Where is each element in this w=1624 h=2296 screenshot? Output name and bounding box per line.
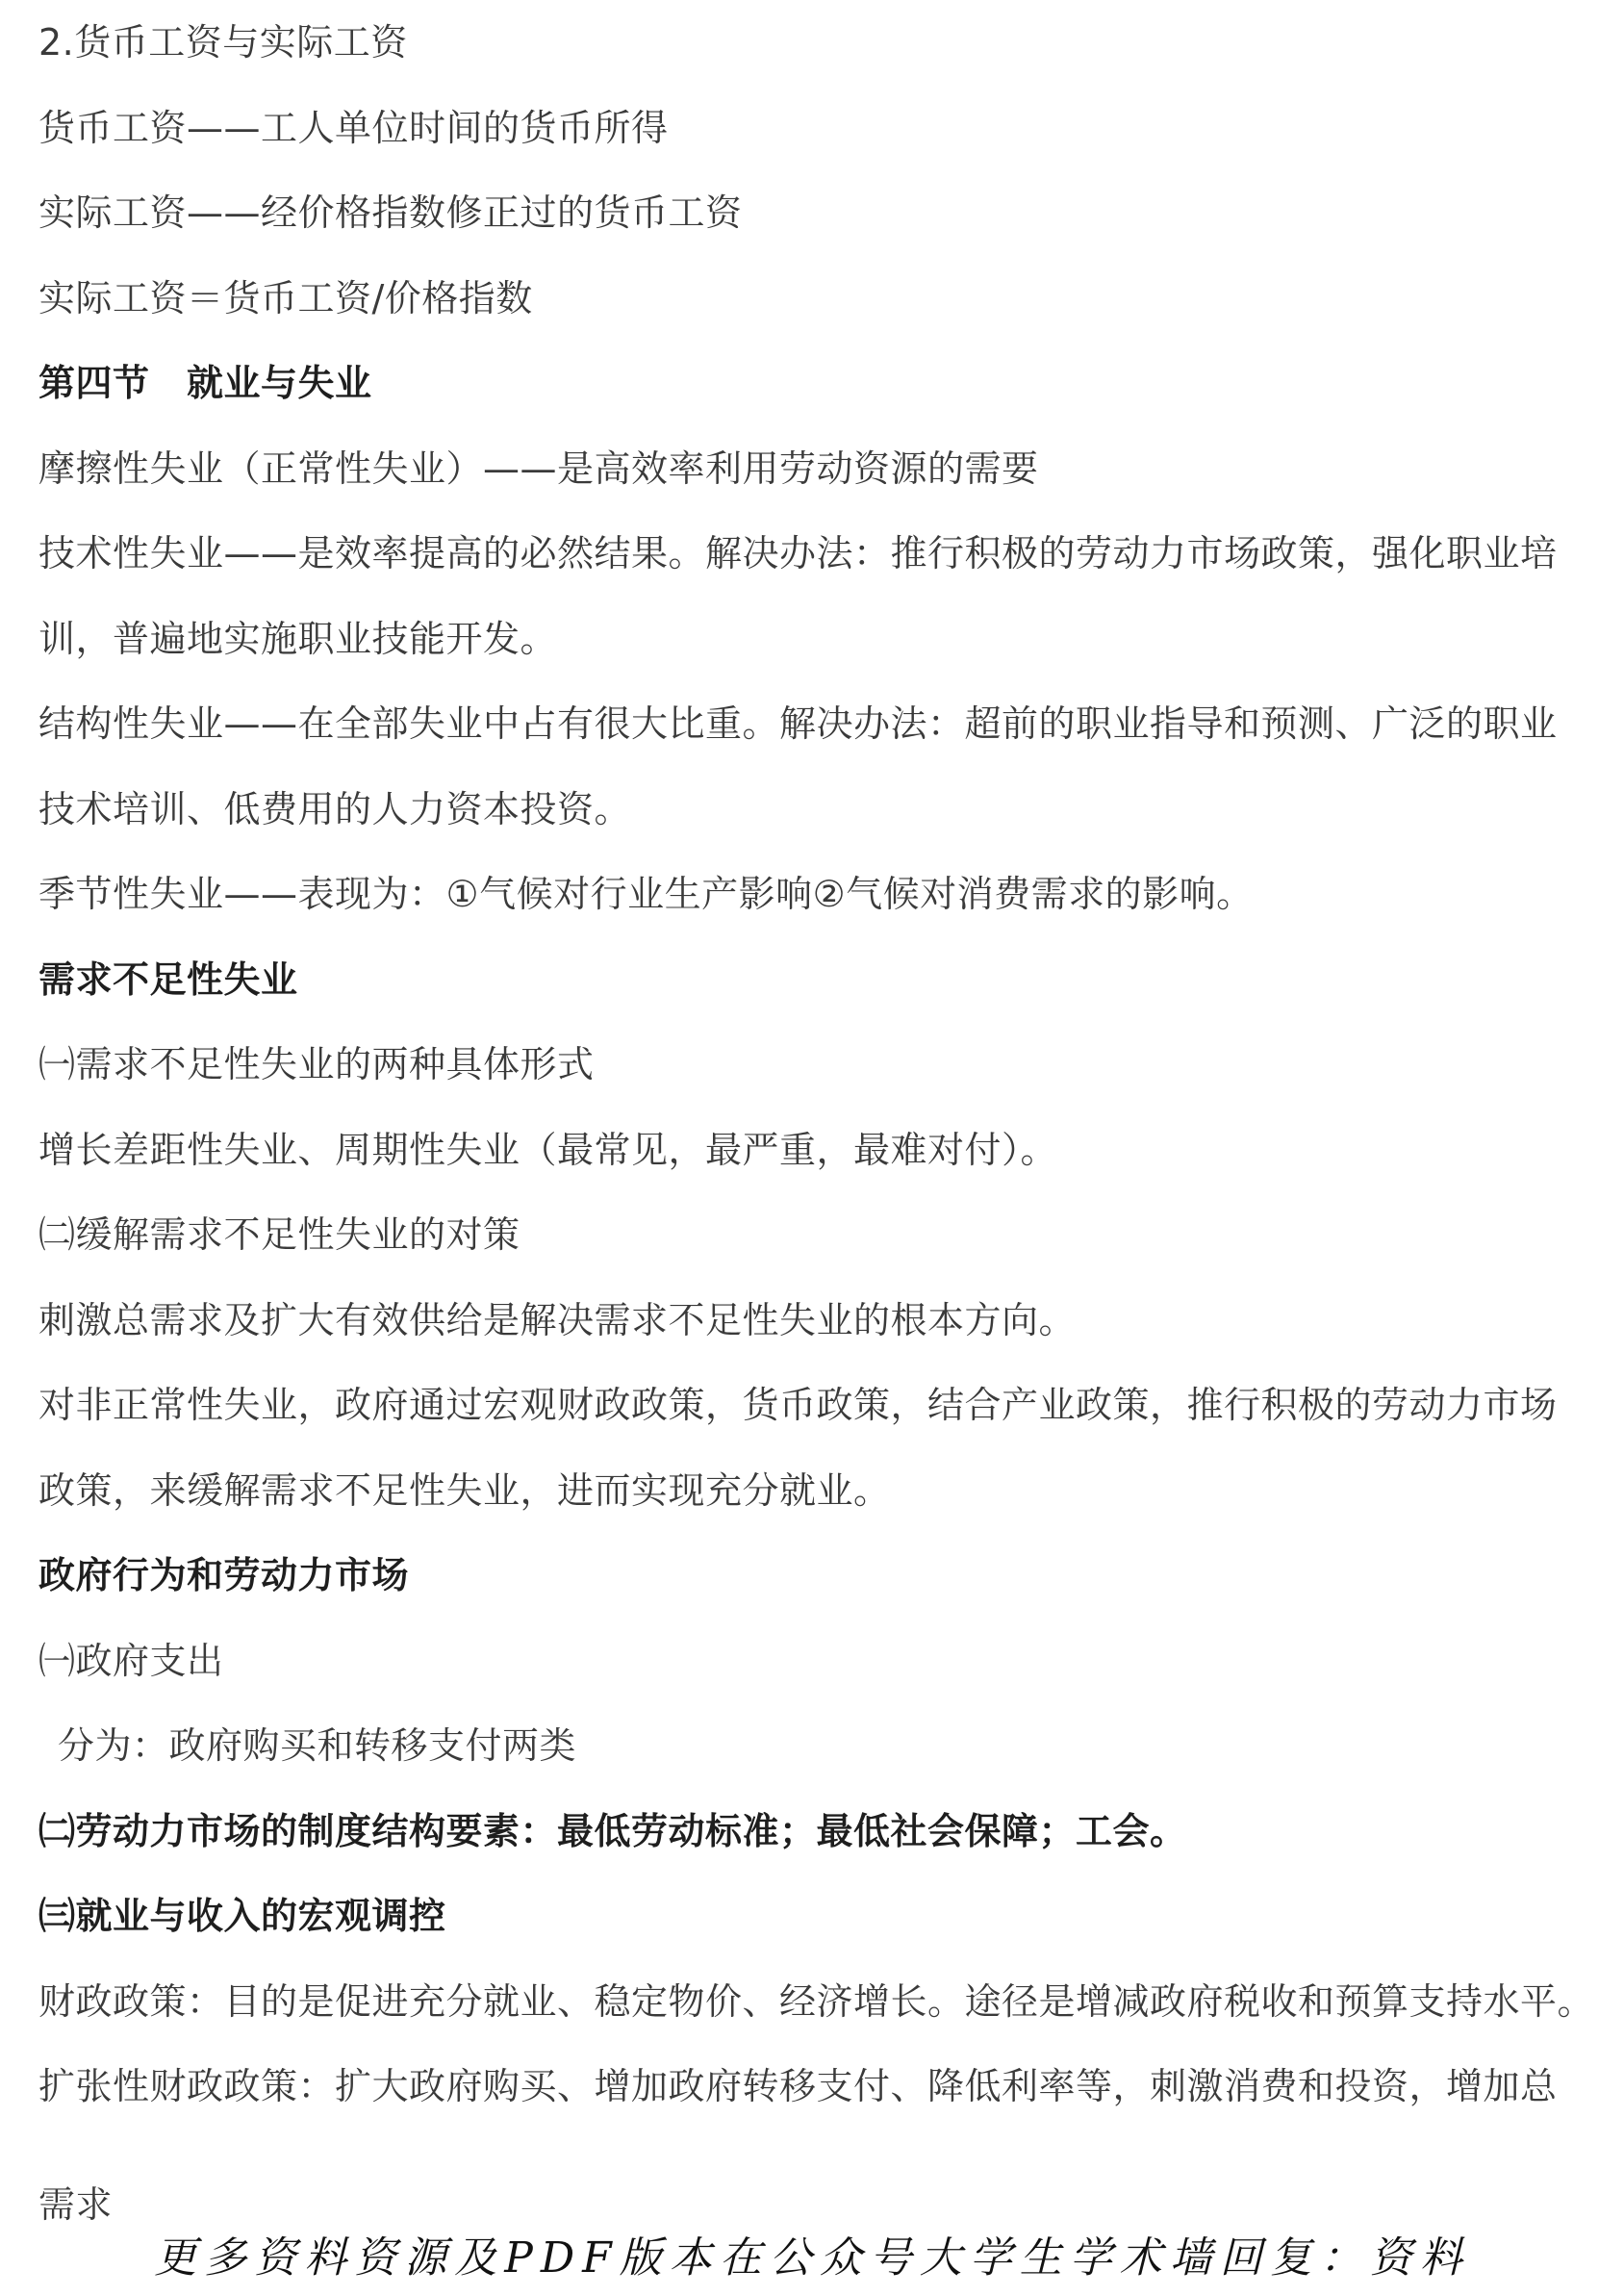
section-heading: 第四节 就业与失业 bbox=[38, 362, 372, 404]
paragraph-line: 货币工资——工人单位时间的货币所得 bbox=[38, 106, 669, 149]
cut-off-line: 需求 bbox=[38, 2182, 114, 2226]
section-heading: ㈢就业与收入的宏观调控 bbox=[38, 1895, 446, 1937]
paragraph-line: ㈡缓解需求不足性失业的对策 bbox=[38, 1213, 520, 1256]
paragraph-line: 对非正常性失业，政府通过宏观财政政策，货币政策，结合产业政策，推行积极的劳动力市场 bbox=[38, 1384, 1558, 1426]
paragraph-line: 技术性失业——是效率提高的必然结果。解决办法：推行积极的劳动力市场政策，强化职业培 bbox=[38, 532, 1558, 574]
footer-watermark: 更多资料资源及PDF版本在公众号大学生学术墙回复：资料 bbox=[154, 2233, 1470, 2283]
paragraph-line: 季节性失业——表现为：①气候对行业生产影响②气候对消费需求的影响。 bbox=[38, 873, 1254, 915]
paragraph-line: 财政政策：目的是促进充分就业、稳定物价、经济增长。途径是增减政府税收和预算支持水平。 bbox=[38, 1979, 1595, 2023]
paragraph-line: 技术培训、低费用的人力资本投资。 bbox=[38, 787, 632, 830]
paragraph-line: 训，普遍地实施职业技能开发。 bbox=[38, 617, 558, 660]
paragraph-line: ㈠政府支出 bbox=[38, 1639, 224, 1682]
section-heading: ㈡劳动力市场的制度结构要素：最低劳动标准；最低社会保障；工会。 bbox=[38, 1809, 1187, 1852]
paragraph-line: 增长差距性失业、周期性失业（最常见，最严重，最难对付）。 bbox=[38, 1128, 1058, 1171]
paragraph-line: 摩擦性失业（正常性失业）——是高效率利用劳动资源的需要 bbox=[38, 446, 1039, 490]
paragraph-line: ㈠需求不足性失业的两种具体形式 bbox=[38, 1043, 595, 1085]
document-body bbox=[38, 0, 1597, 2226]
paragraph-line: 刺激总需求及扩大有效供给是解决需求不足性失业的根本方向。 bbox=[38, 1298, 1077, 1341]
paragraph-line: 政策，来缓解需求不足性失业，进而实现充分就业。 bbox=[38, 1468, 891, 1512]
paragraph-line: 结构性失业——在全部失业中占有很大比重。解决办法：超前的职业指导和预测、广泛的职业 bbox=[38, 702, 1558, 745]
paragraph-line: 分为：政府购买和转移支付两类 bbox=[58, 1724, 577, 1767]
paragraph-line: 实际工资——经价格指数修正过的货币工资 bbox=[38, 191, 743, 234]
paragraph-line: 扩张性财政政策：扩大政府购买、增加政府转移支付、降低利率等，刺激消费和投资，增加总 bbox=[38, 2065, 1558, 2107]
paragraph-line: 实际工资＝货币工资/价格指数 bbox=[38, 276, 533, 319]
paragraph-line: 2.货币工资与实际工资 bbox=[38, 21, 408, 64]
section-heading: 政府行为和劳动力市场 bbox=[38, 1554, 410, 1596]
section-heading: 需求不足性失业 bbox=[38, 957, 298, 1001]
